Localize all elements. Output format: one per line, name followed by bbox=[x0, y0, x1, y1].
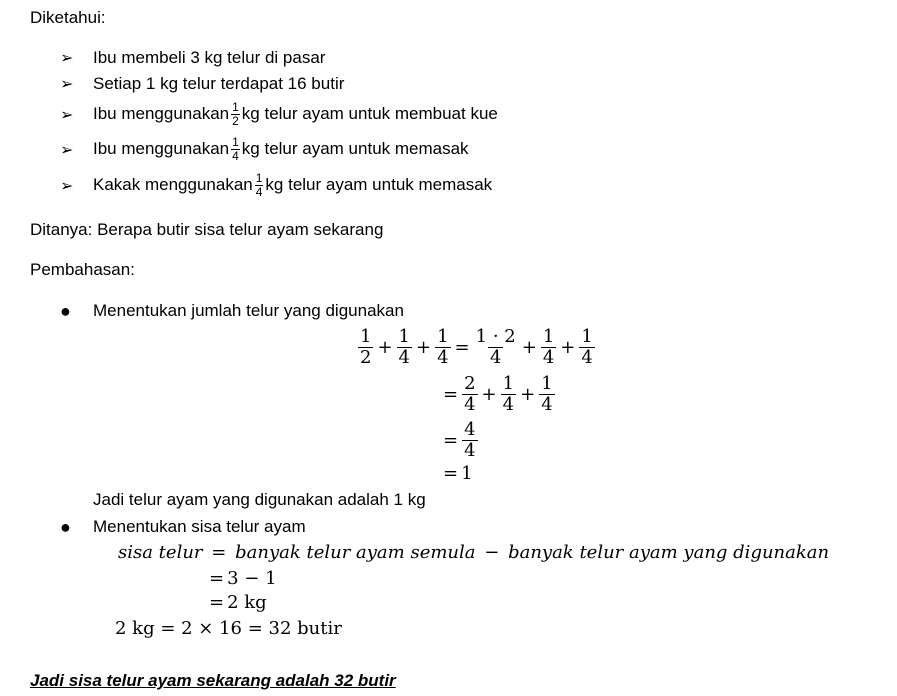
fraction-numerator: 2 bbox=[464, 372, 476, 394]
plus-sign: + bbox=[481, 383, 497, 405]
fraction-numerator: 1 bbox=[398, 325, 410, 347]
known-item-text: Ibu menggunakan bbox=[93, 104, 230, 123]
sum-result: 1 bbox=[461, 463, 473, 484]
plus-sign: + bbox=[416, 336, 432, 358]
plus-sign: + bbox=[377, 336, 393, 358]
minus-sign: − bbox=[484, 542, 500, 563]
sum-line-3 bbox=[440, 418, 479, 462]
known-item-content bbox=[93, 133, 469, 165]
fraction bbox=[255, 172, 264, 199]
fraction-denominator: 2 bbox=[232, 113, 239, 128]
fraction-numerator: 1 bbox=[581, 325, 593, 347]
known-item-5 bbox=[60, 169, 493, 201]
arrow-bullet-icon: ➢ bbox=[60, 48, 74, 67]
discussion-heading: Pembahasan: bbox=[30, 260, 135, 279]
equals-sign: = bbox=[209, 592, 225, 613]
fraction-denominator: 2 bbox=[360, 346, 372, 368]
fraction-denominator: 4 bbox=[232, 148, 239, 163]
known-item-1 bbox=[60, 47, 326, 69]
step1-title: Menentukan jumlah telur yang digunakan bbox=[93, 301, 404, 320]
fraction-numerator: 1 bbox=[255, 170, 263, 185]
fraction bbox=[462, 374, 477, 415]
fraction bbox=[579, 327, 594, 368]
bullet-dot-icon: ● bbox=[60, 301, 71, 321]
fraction-denominator: 4 bbox=[255, 184, 263, 199]
known-item-text: Setiap 1 kg telur terdapat 16 butir bbox=[93, 74, 345, 93]
conversion-equation: 2 kg = 2 × 16 = 32 butir bbox=[115, 618, 342, 639]
fraction bbox=[501, 374, 516, 415]
arrow-bullet-icon: ➢ bbox=[60, 74, 74, 93]
fraction-numerator: 1 bbox=[502, 372, 515, 394]
equals-sign: = bbox=[443, 463, 459, 484]
equals-sign: = bbox=[209, 568, 225, 589]
fraction bbox=[435, 327, 450, 368]
equation-value: 2 kg bbox=[227, 592, 267, 613]
fraction-numerator: 1 bbox=[232, 99, 239, 114]
fraction bbox=[358, 327, 373, 368]
equation-lhs: sisa telur bbox=[118, 542, 203, 563]
equals-sign: = bbox=[443, 429, 459, 451]
arrow-bullet-icon: ➢ bbox=[60, 104, 74, 124]
arrow-bullet-icon: ➢ bbox=[60, 139, 74, 159]
known-item-text: kg telur ayam untuk memasak bbox=[241, 139, 469, 158]
known-item-3 bbox=[60, 98, 498, 130]
step2-item bbox=[60, 516, 306, 539]
step1-result: Jadi telur ayam yang digunakan adalah 1 kg bbox=[93, 490, 426, 509]
plus-sign: + bbox=[560, 336, 576, 358]
fraction-denominator: 4 bbox=[464, 439, 476, 461]
arrow-bullet-icon: ➢ bbox=[60, 175, 74, 195]
sum-line-4 bbox=[440, 463, 473, 485]
fraction-denominator: 4 bbox=[489, 346, 502, 368]
known-item-content bbox=[93, 169, 492, 201]
known-item-2 bbox=[60, 73, 345, 95]
fraction-denominator: 4 bbox=[464, 393, 476, 415]
fraction-denominator: 4 bbox=[581, 346, 593, 368]
fraction-denominator: 4 bbox=[541, 393, 553, 415]
fraction-denominator: 4 bbox=[437, 346, 449, 368]
sum-line-1 bbox=[357, 325, 596, 369]
equation-term: banyak telur ayam yang digunakan bbox=[508, 542, 830, 563]
fraction bbox=[231, 101, 240, 128]
conclusion: Jadi sisa telur ayam sekarang adalah 32 butir bbox=[30, 671, 396, 690]
fraction-numerator: 1 bbox=[360, 325, 372, 347]
equals-sign: = bbox=[454, 336, 470, 358]
remainder-equation-1 bbox=[118, 542, 829, 564]
known-item-text: kg telur ayam untuk memasak bbox=[265, 175, 493, 194]
fraction bbox=[231, 136, 240, 163]
remainder-equation-3 bbox=[206, 592, 267, 614]
equals-sign: = bbox=[211, 542, 227, 563]
fraction-denominator: 4 bbox=[502, 393, 515, 415]
equation-value: 3 − 1 bbox=[227, 568, 277, 589]
fraction bbox=[474, 327, 518, 368]
fraction-numerator: 1 · 2 bbox=[475, 325, 516, 347]
bullet-dot-icon: ● bbox=[60, 517, 71, 537]
known-item-text: Ibu menggunakan bbox=[93, 139, 230, 158]
fraction-numerator: 1 bbox=[437, 325, 449, 347]
question: Ditanya: Berapa butir sisa telur ayam sekarang bbox=[30, 220, 384, 239]
equals-sign: = bbox=[443, 383, 459, 405]
fraction-numerator: 1 bbox=[542, 325, 555, 347]
sum-line-2 bbox=[440, 372, 556, 416]
fraction-denominator: 4 bbox=[398, 346, 410, 368]
known-item-text: Ibu membeli 3 kg telur di pasar bbox=[93, 48, 326, 67]
fraction-numerator: 1 bbox=[232, 134, 239, 149]
equation-term: banyak telur ayam semula bbox=[235, 542, 476, 563]
fraction-numerator: 4 bbox=[464, 418, 476, 440]
plus-sign: + bbox=[521, 336, 537, 358]
fraction bbox=[462, 420, 477, 461]
fraction bbox=[397, 327, 412, 368]
fraction-numerator: 1 bbox=[541, 372, 553, 394]
fraction bbox=[539, 374, 554, 415]
known-item-content bbox=[93, 98, 498, 130]
known-heading: Diketahui: bbox=[30, 8, 106, 27]
plus-sign: + bbox=[520, 383, 536, 405]
remainder-equation-2 bbox=[206, 568, 277, 590]
fraction-denominator: 4 bbox=[542, 346, 555, 368]
fraction bbox=[541, 327, 556, 368]
step1-item bbox=[60, 300, 404, 323]
known-item-text: kg telur ayam untuk membuat kue bbox=[241, 104, 498, 123]
known-item-text: Kakak menggunakan bbox=[93, 175, 253, 194]
known-item-4 bbox=[60, 133, 469, 165]
step2-title: Menentukan sisa telur ayam bbox=[93, 517, 306, 536]
